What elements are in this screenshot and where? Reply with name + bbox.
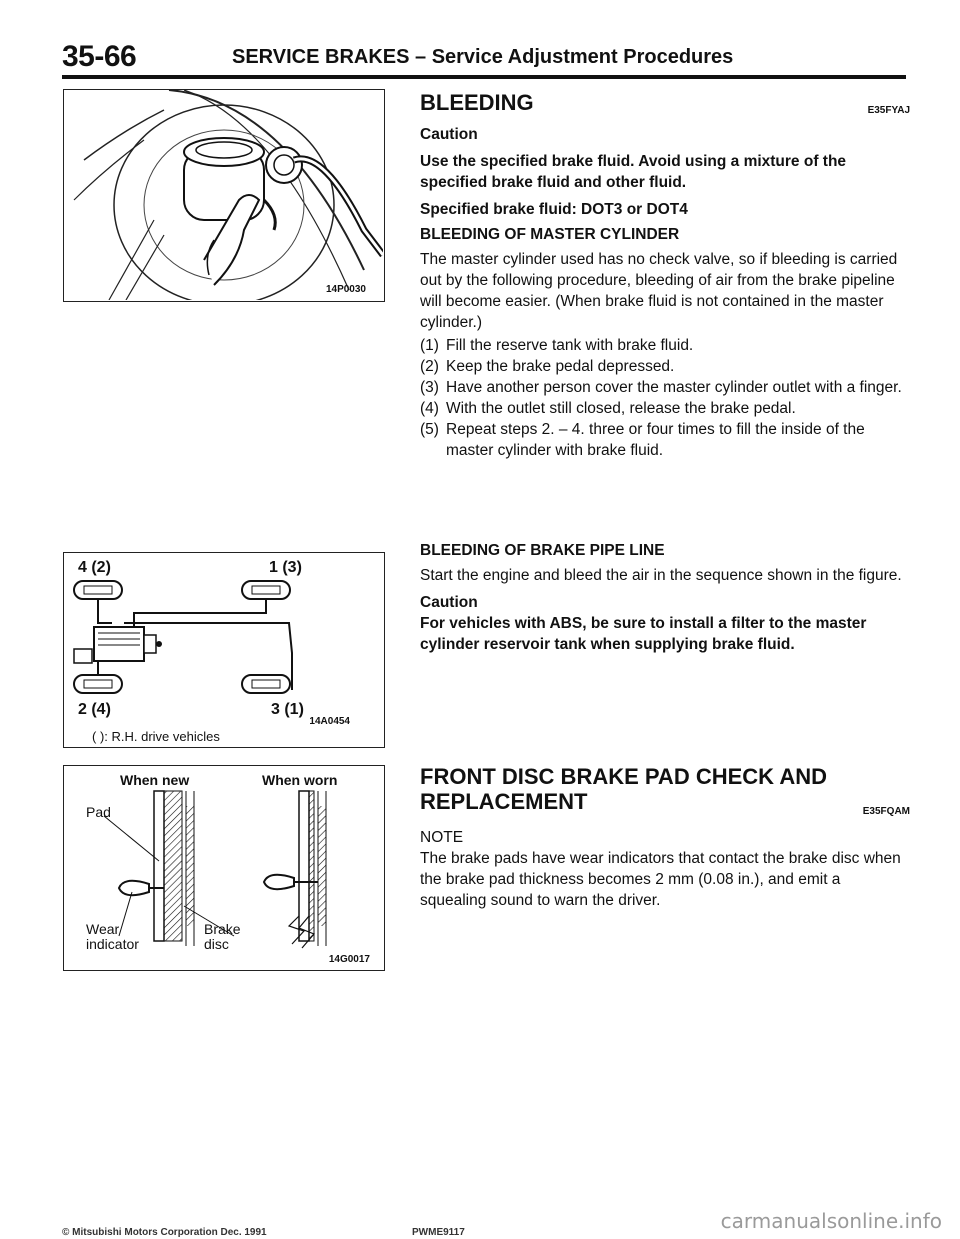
front-pad-section xyxy=(420,766,910,911)
wheel-label-front-left: 4 (2) xyxy=(78,559,111,576)
specified-fluid: Specified brake fluid: DOT3 or DOT4 xyxy=(420,201,688,218)
brake-disc-label: Brake disc xyxy=(204,921,241,952)
note-text: The brake pads have wear indicators that contact the brake disc when the brake pad thickness becomes 2 mm (0.08 in.), and emit a squealing sound to warn the driver. xyxy=(420,850,901,909)
figure-code: 14A0454 xyxy=(309,716,350,727)
footer-copyright: © Mitsubishi Motors Corporation Dec. 1991 xyxy=(62,1227,267,1238)
pad-label: Pad xyxy=(86,804,111,820)
rhd-note: ( ): R.H. drive vehicles xyxy=(92,729,220,744)
caution-label: Caution xyxy=(420,594,478,611)
list-item: (4) With the outlet still closed, release the brake pedal. xyxy=(420,400,796,417)
page-number: 35-66 xyxy=(62,40,137,73)
pipe-line-heading: BLEEDING OF BRAKE PIPE LINE xyxy=(420,542,665,559)
caution-text: Use the specified brake fluid. Avoid using a mixture of the specified brake fluid and other fluid. xyxy=(420,153,847,191)
when-worn-label: When worn xyxy=(262,772,338,788)
list-item: (2) Keep the brake pedal depressed. xyxy=(420,358,675,375)
caution-label: Caution xyxy=(420,126,478,143)
master-cylinder-text: The master cylinder used has no check valve, so if bleeding is carried out by the following procedure, bleeding of air from the brake pipeline will become easier. (When brake fluid is not contained in the master cylinder.) xyxy=(420,251,898,331)
list-item: (1) Fill the reserve tank with brake fluid. xyxy=(420,337,694,354)
pipe-line-text: Start the engine and bleed the air in the sequence shown in the figure. xyxy=(420,567,902,584)
page-title: SERVICE BRAKES – Service Adjustment Procedures xyxy=(232,46,734,68)
note-label: NOTE xyxy=(420,829,464,846)
section-heading-bleeding: BLEEDING xyxy=(420,90,534,115)
wheel-label-rear-right: 3 (1) xyxy=(271,701,304,718)
section-heading-front-pad: FRONT DISC BRAKE PAD CHECK AND xyxy=(420,764,827,789)
watermark: carmanualsonline.info xyxy=(720,1209,942,1233)
wheel-label-rear-left: 2 (4) xyxy=(78,701,111,718)
wear-indicator-label: Wear indicator xyxy=(86,921,139,952)
master-cylinder-figure xyxy=(63,89,385,302)
pipe-line-section xyxy=(420,540,910,655)
master-cylinder-illustration xyxy=(64,90,383,300)
figure-code: 14P0030 xyxy=(325,284,366,295)
wheel-label-front-right: 1 (3) xyxy=(269,559,302,576)
list-item: (3) Have another person cover the master cylinder outlet with a finger. xyxy=(420,379,902,396)
section-code: E35FYAJ xyxy=(867,105,910,116)
section-heading-front-pad-2: REPLACEMENT xyxy=(420,789,588,814)
list-item: (5) Repeat steps 2. – 4. three or four times to fill the inside of the master cylinder with brake fluid. xyxy=(420,421,865,459)
figure-code: 14G0017 xyxy=(328,954,370,965)
footer-pub-code: PWME9117 xyxy=(412,1227,465,1238)
section-code: E35FQAM xyxy=(862,806,910,817)
bleeding-section xyxy=(420,92,910,461)
bleeding-steps xyxy=(420,335,910,461)
caution-text: For vehicles with ABS, be sure to install a filter to the master cylinder reservoir tank when supplying brake fluid. xyxy=(420,615,867,653)
brake-pipe-figure xyxy=(63,552,385,748)
header-rule xyxy=(62,75,906,79)
pad-wear-figure xyxy=(63,765,385,971)
when-new-label: When new xyxy=(120,772,190,788)
master-cylinder-heading: BLEEDING OF MASTER CYLINDER xyxy=(420,226,680,243)
